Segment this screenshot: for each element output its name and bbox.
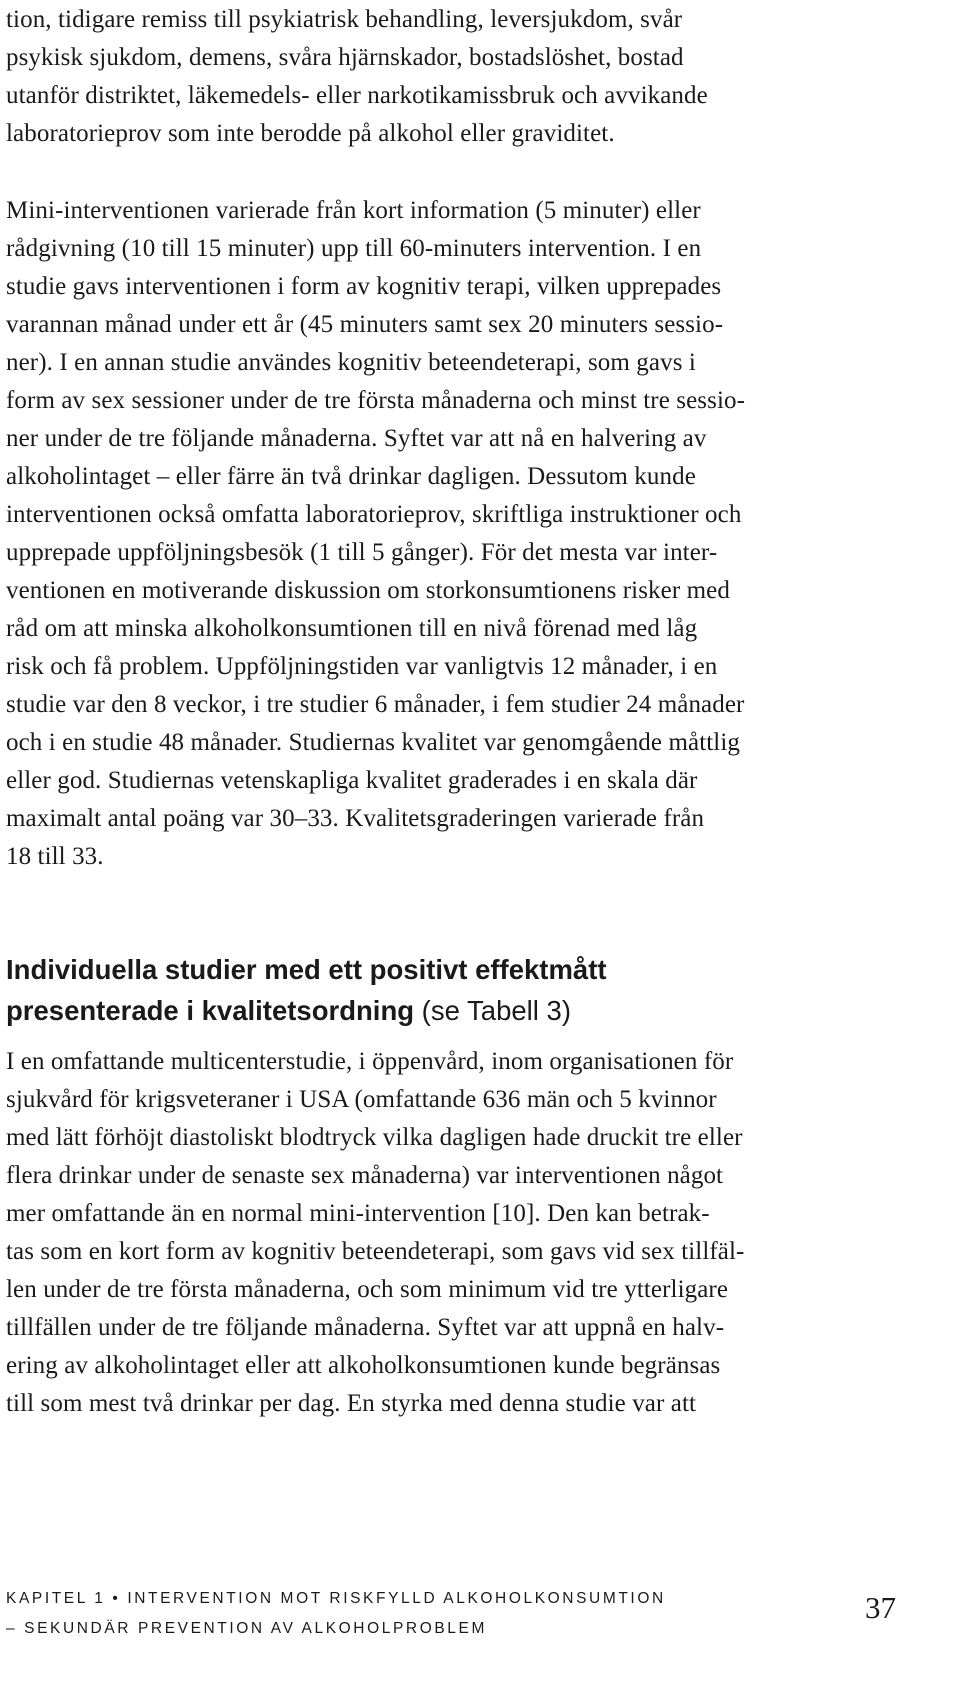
document-page	[6, 0, 894, 1423]
text-line: Mini-interventionen varierade från kort information (5 minuter) eller	[6, 197, 701, 224]
text-line: rådgivning (10 till 15 minuter) upp till 60-minuters intervention. I en	[6, 235, 702, 262]
section-heading	[6, 949, 894, 1031]
text-line: form av sex sessioner under de tre första månaderna och minst tre sessio-	[6, 387, 746, 414]
heading-table-reference: (se Tabell 3)	[414, 995, 571, 1026]
text-line: ering av alkoholintaget eller att alkoholkonsumtionen kunde begränsas	[6, 1352, 721, 1379]
text-line: upprepade uppföljningsbesök (1 till 5 gånger). För det mesta var inter-	[6, 539, 718, 566]
text-line: flera drinkar under de senaste sex månaderna) var interventionen något	[6, 1162, 724, 1189]
running-footer	[6, 1584, 666, 1644]
text-line: ner under de tre följande månaderna. Syftet var att nå en halvering av	[6, 425, 707, 452]
text-line: till som mest två drinkar per dag. En styrka med denna studie var att	[6, 1390, 697, 1417]
text-line: studie var den 8 veckor, i tre studier 6 månader, i fem studier 24 månader	[6, 691, 745, 718]
text-line: med lätt förhöjt diastoliskt blodtryck vilka dagligen hade druckit tre eller	[6, 1124, 743, 1151]
text-line: alkoholintaget – eller färre än två drinkar dagligen. Dessutom kunde	[6, 463, 696, 490]
text-line: len under de tre första månaderna, och som minimum vid tre ytterligare	[6, 1276, 729, 1303]
text-line: I en omfattande multicenterstudie, i öppenvård, inom organisationen för	[6, 1048, 734, 1075]
text-line: interventionen också omfatta laboratorieprov, skriftliga instruktioner och	[6, 501, 742, 528]
paragraph-multicenter-study	[6, 1043, 894, 1423]
paragraph-mini-intervention	[6, 192, 894, 876]
text-line: och i en studie 48 månader. Studiernas kvalitet var genomgående måttlig	[6, 729, 740, 756]
text-line: tas som en kort form av kognitiv beteendeterapi, som gavs vid sex tillfäl-	[6, 1238, 745, 1265]
heading-line-2-bold: presenterade i kvalitetsordning	[6, 995, 415, 1026]
text-line: psykisk sjukdom, demens, svåra hjärnskador, bostadslöshet, bostad	[6, 44, 684, 71]
text-line: råd om att minska alkoholkonsumtionen till en nivå förenad med låg	[6, 615, 698, 642]
text-line: eller god. Studiernas vetenskapliga kvalitet graderades i en skala där	[6, 767, 698, 794]
text-line: studie gavs interventionen i form av kognitiv terapi, vilken upprepades	[6, 273, 722, 300]
text-line: mer omfattande än en normal mini-intervention [10]. Den kan betrak-	[6, 1200, 710, 1227]
page-number: 37	[865, 1590, 896, 1625]
text-line: maximalt antal poäng var 30–33. Kvalitetsgraderingen varierade från	[6, 805, 705, 832]
footer-subtitle-line: – SEKUNDÄR PREVENTION AV ALKOHOLPROBLEM	[6, 1620, 487, 1637]
text-line: varannan månad under ett år (45 minuters samt sex 20 minuters sessio-	[6, 311, 724, 338]
heading-line-1: Individuella studier med ett positivt effektmått	[6, 954, 607, 985]
text-line: sjukvård för krigsveteraner i USA (omfattande 636 män och 5 kvinnor	[6, 1086, 717, 1113]
text-line: tion, tidigare remiss till psykiatrisk behandling, leversjukdom, svår	[6, 6, 683, 33]
text-line: utanför distriktet, läkemedels- eller narkotikamissbruk och avvikande	[6, 82, 708, 109]
footer-chapter-line: KAPITEL 1 • INTERVENTION MOT RISKFYLLD ALKOHOLKONSUMTION	[6, 1590, 666, 1607]
text-line: 18 till 33.	[6, 843, 104, 870]
text-line: ventionen en motiverande diskussion om storkonsumtionens risker med	[6, 577, 730, 604]
page-footer	[6, 1584, 896, 1664]
text-line: risk och få problem. Uppföljningstiden var vanligtvis 12 månader, i en	[6, 653, 718, 680]
text-line: ner). I en annan studie användes kognitiv beteendeterapi, som gavs i	[6, 349, 696, 376]
heading-line-2	[6, 990, 894, 1031]
paragraph-exclusion-criteria	[6, 0, 894, 153]
text-line: tillfällen under de tre följande månaderna. Syftet var att uppnå en halv-	[6, 1314, 725, 1341]
text-line: laboratorieprov som inte berodde på alkohol eller graviditet.	[6, 120, 615, 147]
